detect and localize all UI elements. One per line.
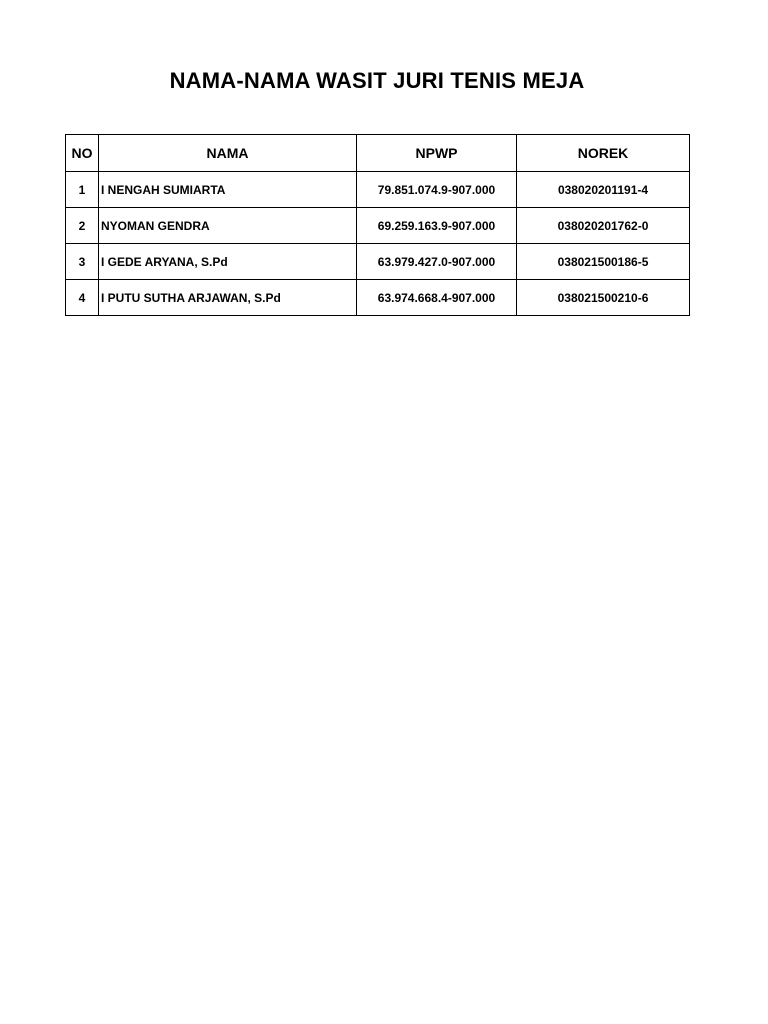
table-row [66, 172, 690, 208]
cell-npwp: 63.974.668.4-907.000 [357, 280, 517, 316]
cell-no: 4 [66, 280, 99, 316]
cell-npwp: 79.851.074.9-907.000 [357, 172, 517, 208]
referee-table [65, 134, 690, 316]
cell-norek: 038021500186-5 [517, 244, 690, 280]
cell-no: 3 [66, 244, 99, 280]
header-npwp: NPWP [357, 135, 517, 172]
table-header [66, 135, 690, 172]
table-row [66, 244, 690, 280]
header-row [66, 135, 690, 172]
table-body [66, 172, 690, 316]
cell-nama: I PUTU SUTHA ARJAWAN, S.Pd [99, 280, 357, 316]
page-title: NAMA-NAMA WASIT JURI TENIS MEJA [169, 68, 585, 93]
table-row [66, 208, 690, 244]
table-row [66, 280, 690, 316]
header-nama: NAMA [99, 135, 357, 172]
cell-nama: I NENGAH SUMIARTA [99, 172, 357, 208]
cell-norek: 038020201762-0 [517, 208, 690, 244]
cell-no: 2 [66, 208, 99, 244]
header-norek: NOREK [517, 135, 690, 172]
cell-norek: 038021500210-6 [517, 280, 690, 316]
cell-norek: 038020201191-4 [517, 172, 690, 208]
header-no: NO [66, 135, 99, 172]
cell-nama: NYOMAN GENDRA [99, 208, 357, 244]
cell-nama: I GEDE ARYANA, S.Pd [99, 244, 357, 280]
cell-npwp: 63.979.427.0-907.000 [357, 244, 517, 280]
cell-npwp: 69.259.163.9-907.000 [357, 208, 517, 244]
cell-no: 1 [66, 172, 99, 208]
